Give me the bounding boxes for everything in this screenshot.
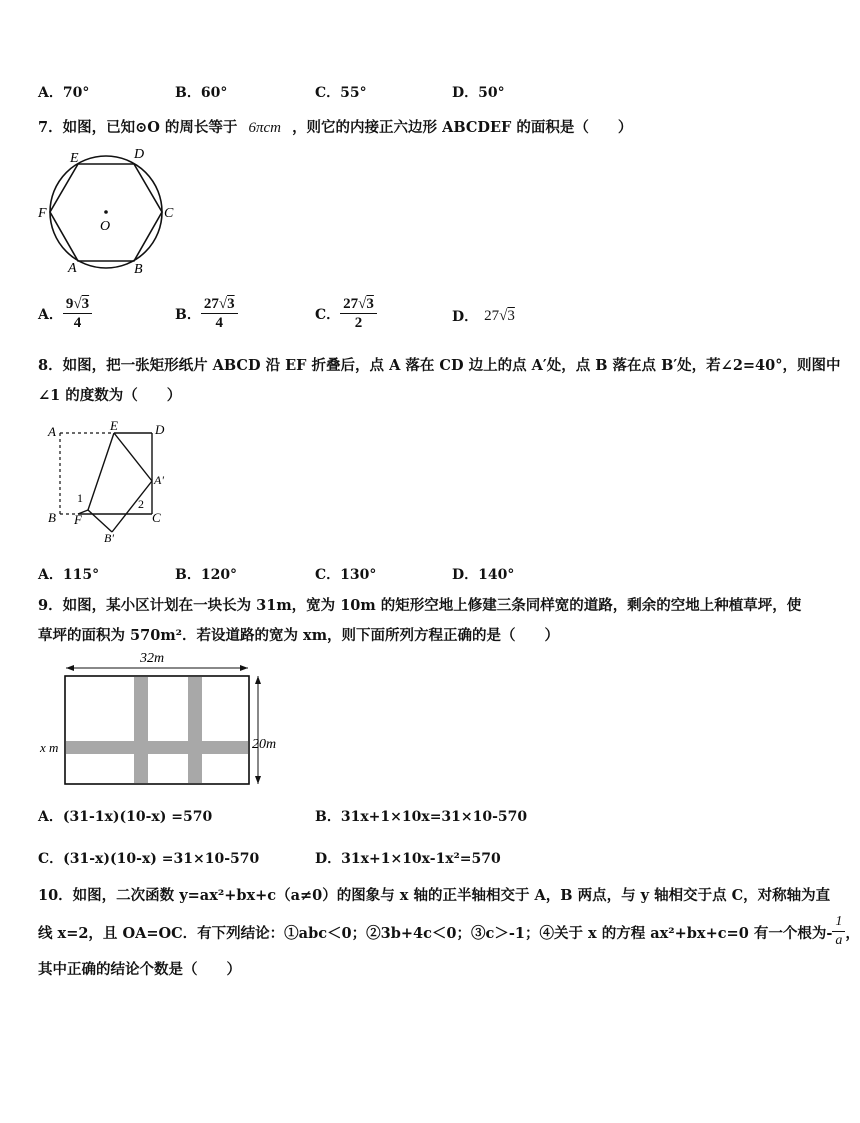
q7-option-d-prefix: D． bbox=[452, 309, 479, 325]
q7-option-c-fraction: $\frac{27√3}{2}$ bbox=[340, 296, 377, 332]
q7-b-coef: 27 bbox=[203, 296, 219, 312]
length-arrow-right bbox=[240, 665, 248, 671]
hex-label-o: O bbox=[100, 219, 111, 234]
q6-option-c: C．55° bbox=[315, 85, 367, 101]
q9-stem-line2: 草坪的面积为 570m²．若设道路的宽为 xm，则下面所列方程正确的是（ ） bbox=[38, 627, 560, 644]
q10-stem-line1: 10．如图，二次函数 y=ax²+bx+c（a≠0）的图象与 x 轴的正半轴相交于 A，B 两点，与 y 轴相交于点 C，对称轴为直 bbox=[38, 887, 831, 904]
q7-b-den: 4 bbox=[215, 315, 223, 331]
fold-label-a-prime: A' bbox=[154, 473, 164, 487]
hex-label-c: C bbox=[164, 206, 174, 221]
q8-option-c: C．130° bbox=[315, 567, 377, 583]
q7-c-den: 2 bbox=[354, 315, 363, 331]
q10-fraction bbox=[832, 914, 845, 950]
edge-a-prime-b-prime bbox=[112, 481, 152, 532]
q10-line2-text: 线 x=2，且 OA=OC．有下列结论：①abc＜0；②3b+4c＜0；③c＞-1；④关于 x 的方程 ax²+bx+c=0 有一个根为- bbox=[38, 924, 833, 942]
hex-label-d: D bbox=[134, 147, 145, 162]
q7-d-coef: 27 bbox=[484, 307, 500, 324]
q7-option-c bbox=[315, 296, 377, 332]
angle-2-label: 2 bbox=[138, 497, 144, 511]
hex-label-a: A bbox=[68, 261, 77, 276]
q7-a-coef: 9 bbox=[65, 296, 74, 312]
q7-c-rad: 3 bbox=[366, 296, 374, 312]
length-label: 32m bbox=[140, 651, 165, 666]
angle-1-label: 1 bbox=[77, 491, 83, 505]
fold-label-a: A bbox=[48, 424, 56, 439]
q7-d-rad: 3 bbox=[507, 307, 515, 324]
q7-stem bbox=[38, 116, 632, 137]
q7-option-b-prefix: B． bbox=[175, 307, 201, 323]
q6-option-d: D．50° bbox=[452, 85, 505, 101]
horizontal-road bbox=[65, 741, 249, 754]
q10-frac-num: 1 bbox=[832, 914, 845, 932]
q10-stem-line3: 其中正确的结论个数是（ ） bbox=[38, 961, 241, 978]
q9-road-figure bbox=[36, 648, 286, 790]
q7-option-d: D． 27√3 bbox=[452, 307, 515, 325]
q7-option-a-fraction: $\frac{9√3}{4}$ bbox=[63, 296, 92, 332]
q6-option-a: A．70° bbox=[38, 85, 90, 101]
q7-b-rad: 3 bbox=[227, 296, 235, 312]
q7-text-after: ，则它的内接正六边形 ABCDEF 的面积是（ ） bbox=[292, 119, 633, 136]
q7-option-b bbox=[175, 296, 238, 332]
q6-option-b: B．60° bbox=[175, 85, 228, 101]
length-arrow-left bbox=[66, 665, 74, 671]
q7-option-a bbox=[38, 296, 92, 332]
field-rectangle bbox=[65, 676, 249, 784]
q9-option-b: B．31x+1×10x=31×10-570 bbox=[315, 809, 528, 825]
width-label: 20m bbox=[252, 737, 277, 752]
q8-option-a: A．115° bbox=[38, 567, 100, 583]
q7-formula: 6πcm bbox=[248, 120, 281, 136]
q10-line2-end: ， bbox=[845, 924, 860, 942]
q9-option-c: C．(31-x)(10-x) =31×10-570 bbox=[38, 851, 260, 867]
fold-label-f: F bbox=[74, 512, 82, 527]
q7-a-den: 4 bbox=[73, 315, 82, 331]
edge-ea-prime bbox=[114, 433, 152, 481]
fold-line-ef bbox=[88, 433, 114, 510]
width-arrow-top bbox=[255, 676, 261, 684]
q7-option-c-prefix: C． bbox=[315, 307, 341, 323]
width-arrow-bottom bbox=[255, 776, 261, 784]
center-point bbox=[104, 210, 108, 214]
q9-stem-line1: 9．如图，某小区计划在一块长为 31m，宽为 10m 的矩形空地上修建三条同样宽的道路，剩余的空地上种植草坪，使 bbox=[38, 597, 802, 614]
q7-text-before: 7．如图，已知⊙O 的周长等于 bbox=[38, 119, 238, 136]
q7-option-b-fraction: $\frac{27√3}{4}$ bbox=[201, 296, 238, 332]
vertical-road-2 bbox=[188, 676, 202, 784]
edge-f-b-prime bbox=[88, 510, 112, 532]
hex-label-b: B bbox=[134, 262, 143, 277]
fold-label-b: B bbox=[48, 510, 56, 525]
hex-label-e: E bbox=[70, 151, 79, 166]
q8-option-d: D．140° bbox=[452, 567, 515, 583]
vertical-road-1 bbox=[134, 676, 148, 784]
q7-hexagon-figure bbox=[30, 142, 190, 280]
q8-stem-line1: 8．如图，把一张矩形纸片 ABCD 沿 EF 折叠后，点 A 落在 CD 边上的点 A′处，点 B 落在点 B′处，若∠2=40°，则图中 bbox=[38, 357, 841, 374]
q10-stem-line2 bbox=[38, 914, 860, 950]
hex-label-f: F bbox=[38, 206, 47, 221]
fold-label-b-prime: B' bbox=[104, 531, 114, 545]
q9-option-d: D．31x+1×10x-1x²=570 bbox=[315, 851, 501, 867]
q9-option-a: A．(31-1x)(10-x) =570 bbox=[38, 809, 213, 825]
q10-frac-den: a bbox=[835, 933, 843, 948]
road-width-label: x m bbox=[40, 740, 59, 755]
fold-label-c: C bbox=[152, 510, 161, 525]
q8-stem-line2: ∠1 的度数为（ ） bbox=[38, 387, 182, 404]
q7-option-a-prefix: A． bbox=[38, 307, 63, 323]
fold-label-d: D bbox=[155, 422, 165, 437]
q8-fold-figure bbox=[40, 418, 180, 545]
q8-option-b: B．120° bbox=[175, 567, 238, 583]
q7-a-rad: 3 bbox=[81, 296, 90, 312]
fold-label-e: E bbox=[110, 418, 118, 433]
q7-c-coef: 27 bbox=[343, 296, 359, 312]
